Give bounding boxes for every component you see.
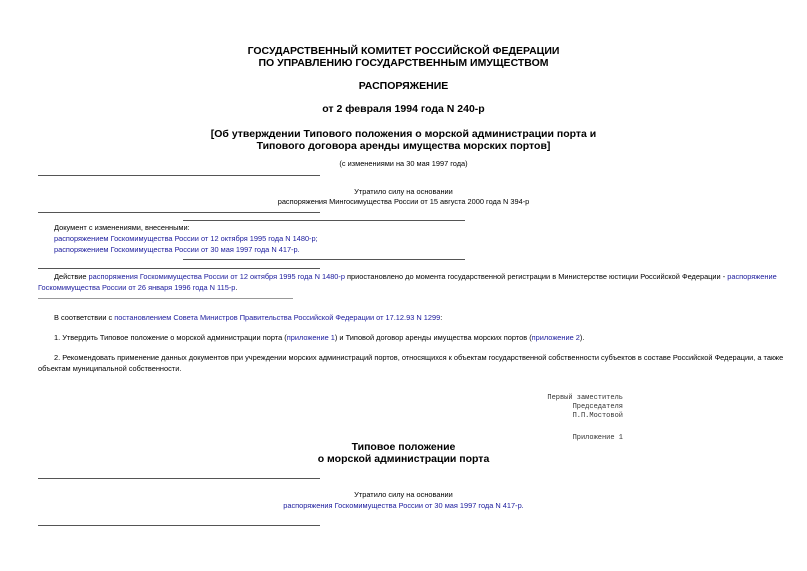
divider: [38, 212, 320, 213]
amendments-intro: Документ с изменениями, внесенными:: [54, 223, 190, 232]
signature-position-2: Председателя: [572, 403, 623, 411]
committee-name-line1: ГОСУДАРСТВЕННЫЙ КОМИТЕТ РОССИЙСКОЙ ФЕДЕРАЦИИ: [247, 45, 560, 57]
document-date-number: от 2 февраля 1994 года N 240-р: [322, 103, 485, 115]
item2-line2: объектам муниципальной собственности.: [38, 364, 182, 373]
void-notice-basis: распоряжения Мингосимущества России от 15 августа 2000 года N 394-р: [277, 197, 530, 206]
suspension-line1: [54, 272, 777, 281]
item1-middle: ) и Типовой договор аренды имущества морских портов (: [334, 333, 532, 342]
divider: [38, 268, 320, 269]
divider: [183, 259, 465, 260]
divider: [38, 478, 320, 479]
basis-link[interactable]: постановлением Совета Министров Правительства Российской Федерации от 17.12.93 N 1299: [114, 313, 441, 322]
suspension-suffix: .: [235, 283, 238, 292]
document-title-line2: Типового договора аренды имущества морских портов]: [256, 140, 551, 152]
changes-note: (с изменениями на 30 мая 1997 года): [339, 159, 468, 168]
appendix-label: Приложение 1: [572, 434, 623, 442]
suspension-link[interactable]: распоряжения Госкомимущества России от 12 октября 1995 года N 1480-р: [88, 272, 345, 281]
committee-name-line2: ПО УПРАВЛЕНИЮ ГОСУДАРСТВЕННЫМ ИМУЩЕСТВОМ: [258, 57, 549, 69]
appendix-title-line1: Типовое положение: [351, 441, 456, 453]
document-type: РАСПОРЯЖЕНИЕ: [358, 80, 449, 92]
suspension-prefix: Действие: [54, 272, 89, 281]
divider: [38, 298, 293, 299]
void-notice2-link[interactable]: распоряжения Госкомимущества России от 30 мая 1997 года N 417-р.: [283, 501, 524, 510]
divider: [38, 525, 320, 526]
suspension-link2-part2[interactable]: Госкомимущества России от 26 января 1996 года N 115-р: [38, 283, 236, 292]
divider: [183, 220, 465, 221]
suspension-middle: приостановлено до момента государственной регистрации в Министерстве юстиции Российской Федерации -: [345, 272, 728, 281]
basis-paragraph: [54, 313, 442, 322]
item1-paragraph: [54, 333, 584, 342]
appendix-title-line2: о морской администрации порта: [317, 453, 490, 465]
amendment-link-2[interactable]: распоряжением Госкомимущества России от 30 мая 1997 года N 417-р.: [54, 245, 300, 254]
void-notice-label: Утратило силу на основании: [354, 187, 453, 196]
void-notice2-label: Утратило силу на основании: [354, 490, 453, 499]
signature-name: П.П.Мостовой: [572, 412, 623, 420]
suspension-line2: [38, 283, 237, 292]
item1-suffix: ).: [579, 333, 585, 342]
signature-position: Первый заместитель: [547, 394, 623, 402]
appendix2-link[interactable]: приложение 2: [531, 333, 580, 342]
item1-prefix: 1. Утвердить Типовое положение о морской администрации порта (: [54, 333, 287, 342]
appendix1-link[interactable]: приложение 1: [286, 333, 335, 342]
basis-prefix: В соответствии с: [54, 313, 115, 322]
basis-suffix: :: [440, 313, 443, 322]
document-title-line1: [Об утверждении Типового положения о морской администрации порта и: [210, 128, 597, 140]
suspension-link2-part1[interactable]: распоряжение: [727, 272, 777, 281]
amendment-link-1[interactable]: распоряжением Госкомимущества России от 12 октября 1995 года N 1480-р;: [54, 234, 318, 243]
item2-line1: 2. Рекомендовать применение данных документов при учреждении морских администраций портов, относящихся к объектам государственной собственности субъектов в составе Российской Федерации, а также: [54, 353, 784, 362]
divider: [38, 175, 320, 176]
